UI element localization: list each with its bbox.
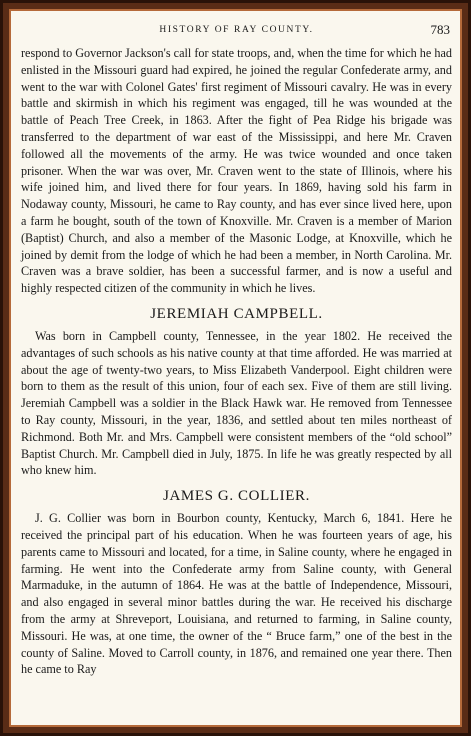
campbell-paragraph: Was born in Campbell county, Tennessee, in the year 1802. He received the advantages of such schools as his native county at that time afforded. He was married at about the age of twenty-two years, to Miss Elizabeth Vanderpool. Eight children were born to them as the result of this union, four of each sex. Five of them are still living. Jeremiah Campbell was a soldier in the Black Hawk war. He removed from Tennessee to Ray county, Missouri, in the year, 1836, and settled about ten miles northeast of Richmond. Both Mr. and Mrs. Campbell were consistent members of the “old school” Baptist Church. Mr. Campbell died in July, 1875. In life he was greatly respected by all who knew him. <box>21 328 452 478</box>
page-header <box>21 19 452 45</box>
campbell-heading: JEREMIAH CAMPBELL. <box>150 305 323 322</box>
book-page <box>21 19 452 735</box>
collier-paragraph: J. G. Collier was born in Bourbon county, Kentucky, March 6, 1841. Here he received the principal part of his education. When he was fourteen years of age, his parents came to Missouri and located, for a time, in Saline county, where he engaged in farming. He went into the Confederate army from Saline county, with General Marmaduke, in the autumn of 1864. He was at the battle of Independence, Missouri, and also engaged in several minor battles during the war. He received his discharge from the army at Shreveport, Louisiana, and returned to farming, in Saline county, Missouri. He was, at one time, the owner of the “ Bruce farm,” one of the best in the county of Saline. Moved to Carroll county, in 1876, and remained one year there. Then he came to Ray <box>21 511 452 677</box>
collier-heading: JAMES G. COLLIER. <box>163 488 310 505</box>
page-number: 783 <box>430 22 450 37</box>
craven-continued-paragraph: respond to Governor Jackson's call for state troops, and, when the time for which he had enlisted in the Missouri guard had expired, he joined the regular Confederate army, and went to the war with Colonel Gates' first regiment of Missouri cavalry. He was in every battle and skirmish in which his regiment was engaged, till he was wounded at the battle of Peach Tree Creek, in 1863. After the fight of Pea Ridge his brigade was transferred to the department of war east of the Mississippi, and here Mr. Craven followed all the movements of the army. He was twice wounded and once taken prisoner. When the war was over, Mr. Craven went to the state of Illinois, where his wife joined him, and lived there for four years. In 1869, having sold his farm in Nodaway county, Missouri, he came to Ray county, and has ever since lived here, upon a farm he bought, south of the town of Knoxville. Mr. Craven is a member of Marion (Baptist) Church, and also a member of the Masonic Lodge, at Knoxville, which he joined by demit from the lodge of which he had been a member, in North Carolina. Mr. Craven was a brave soldier, has been a successful farmer, and is now a useful and highly respected citizen of the community in which he lives. <box>21 46 452 296</box>
page-border <box>9 9 462 727</box>
running-title: HISTORY OF RAY COUNTY. <box>159 25 314 35</box>
